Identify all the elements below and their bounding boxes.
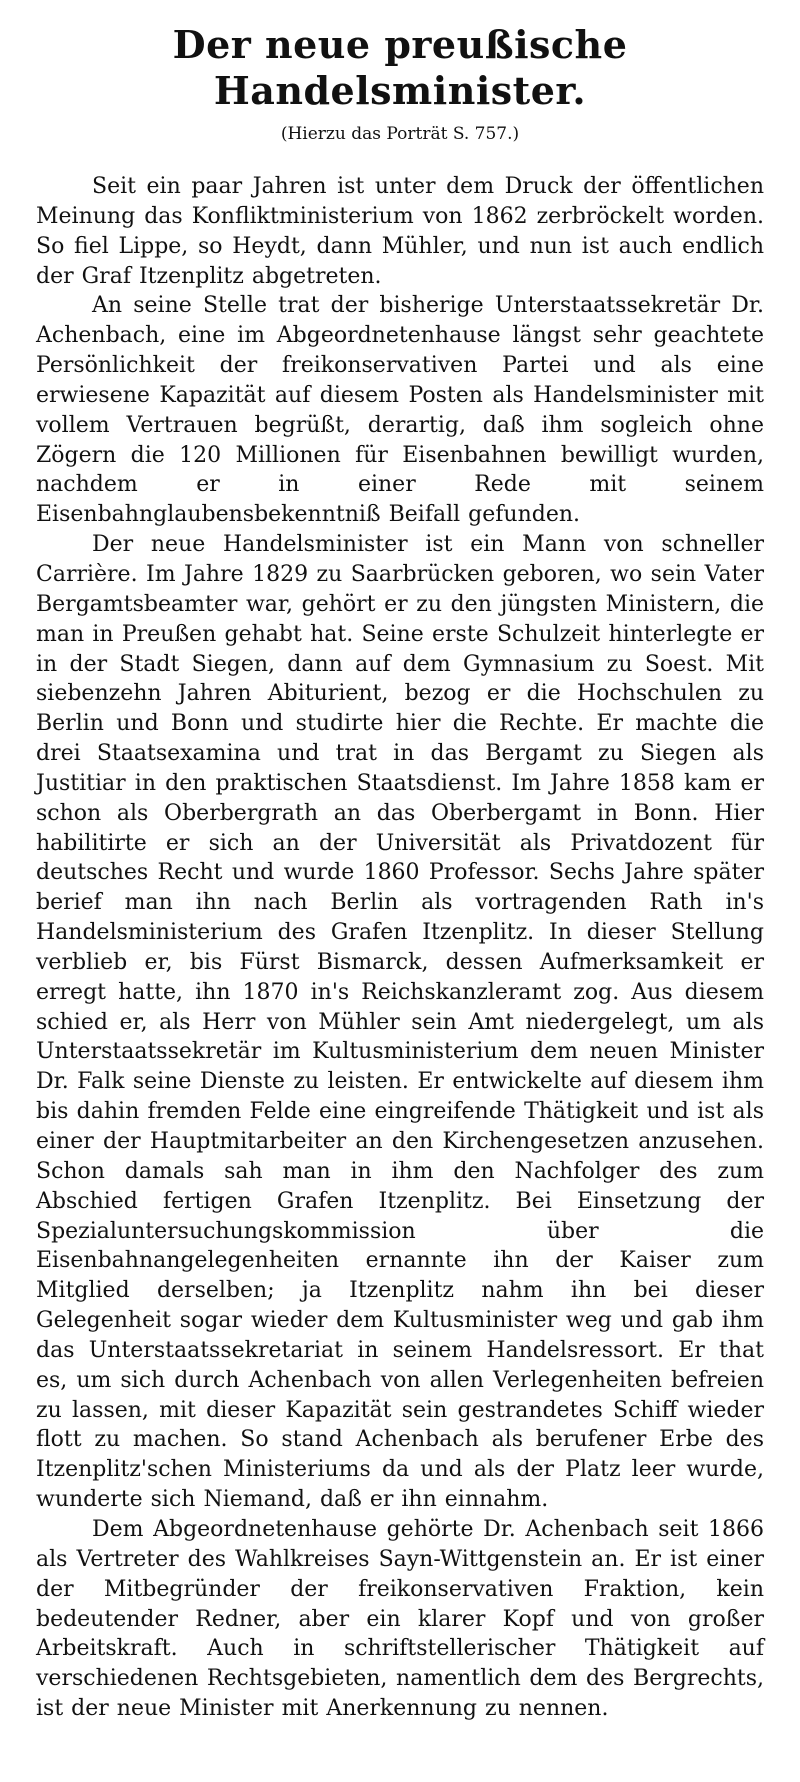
paragraph-2: An seine Stelle trat der bisherige Unterstaatssekretär Dr. Achenbach, eine im Abgeordnetenhause längst sehr geachtete Persönlichkeit der freikonservativen Partei und als eine erwiesene Kapazität auf diesem Posten als Handelsminister mit vollem Vertrauen begrüßt, derartig, daß ihm sogleich ohne Zögern die 120 Millionen für Eisenbahnen bewilligt wurden, nachdem er in einer Rede mit seinem Eisenbahnglaubensbekenntniß Beifall gefunden. [36,293,764,528]
paragraph-4: Dem Abgeordnetenhause gehörte Dr. Achenbach seit 1866 als Vertreter des Wahlkreises Sayn-Wittgenstein an. Er ist einer der Mitbegründer der freikonservativen Fraktion, kein bedeutender Redner, aber ein klarer Kopf und von großer Arbeitskraft. Auch in schriftstellerischer Thätigkeit auf verschiedenen Rechtsgebieten, namentlich dem des Bergrechts, ist der neue Minister mit Anerkennung zu nennen. [36,1516,764,1722]
paragraph-3: Der neue Handelsminister ist ein Mann von schneller Carrière. Im Jahre 1829 zu Saarbrücken geboren, wo sein Vater Bergamtsbeamter war, gehört er zu den jüngsten Ministern, die man in Preußen gehabt hat. Seine erste Schulzeit hinterlegte er in der Stadt Siegen, dann auf dem Gymnasium zu Soest. Mit siebenzehn Jahren Abiturient, bezog er die Hochschulen zu Berlin und Bonn und studirte hier die Rechte. Er machte die drei Staatsexamina und trat in das Bergamt zu Siegen als Justitiar in den praktischen Staatsdienst. Im Jahre 1858 kam er schon als Oberbergrath an das Oberbergamt in Bonn. Hier habilitirte er sich an der Universität als Privatdozent für deutsches Recht und wurde 1860 Professor. Sechs Jahre später berief man ihn nach Berlin als vortragenden Rath in's Handelsministerium des Grafen Itzenplitz. In dieser Stellung verblieb er, bis Fürst Bismarck, dessen Aufmerksamkeit er erregt hatte, ihn 1870 in's Reichskanzleramt zog. Aus diesem schied er, als Herr von Mühler sein Amt niedergelegt, um als Unterstaatssekretär im Kultusministerium dem neuen Minister Dr. Falk seine Dienste zu leisten. Er entwickelte auf diesem ihm bis dahin fremden Felde eine eingreifende Thätigkeit und ist als einer der Hauptmitarbeiter an den Kirchengesetzen anzusehen. Schon damals sah man in ihm den Nachfolger des zum Abschied fertigen Grafen Itzenplitz. Bei Einsetzung der Spezialuntersuchungskommission über die Eisenbahnangelegenheiten ernannte ihn der Kaiser zum Mitglied derselben; ja Itzenplitz nahm ihn bei dieser Gelegenheit sogar wieder dem Kultusminister weg und gab ihm das Unterstaatssekretariat in seinem Handelsressort. Er that es, um sich durch Achenbach von allen Verlegenheiten befreien zu lassen, mit dieser Kapazität sein gestrandetes Schiff wieder flott zu machen. So stand Achenbach als berufener Erbe des Itzenplitz'schen Ministeriums da und als der Platz leer wurde, wunderte sich Niemand, daß er ihn einnahm. [36,532,764,1513]
paragraph-1: Seit ein paar Jahren ist unter dem Druck der öffentlichen Meinung das Konfliktministerium von 1862 zerbröckelt worden. So fiel Lippe, so Heydt, dann Mühler, und nun ist auch endlich der Graf Itzenplitz abgetreten. [36,174,764,289]
article-title: Der neue preußische Handelsminister. [172,22,628,113]
article [36,22,764,1724]
article-subtitle: (Hierzu das Porträt S. 757.) [280,124,520,144]
